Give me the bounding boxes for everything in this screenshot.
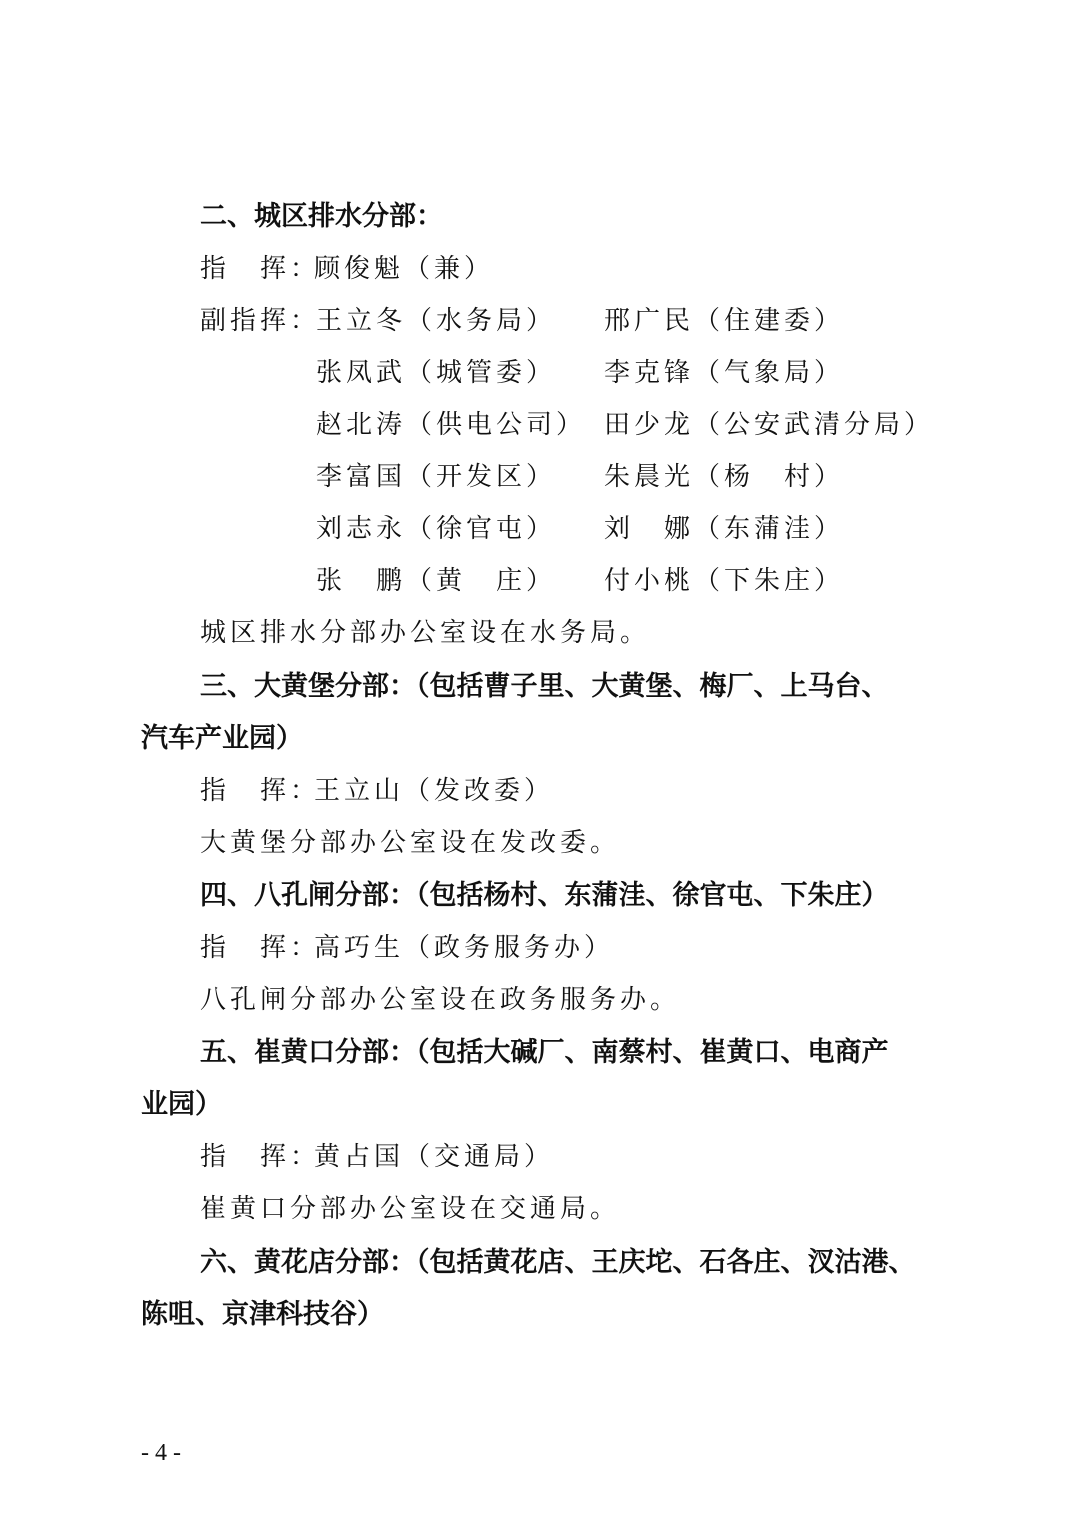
section-2-heading: 二、城区排水分部： bbox=[200, 201, 443, 232]
deputy-row bbox=[0, 561, 1074, 601]
deputy-row bbox=[200, 301, 980, 341]
section-4-heading: 四、八孔闸分部：（包括杨村、东蒲洼、徐官屯、下朱庄） bbox=[200, 880, 889, 911]
deputy-name: 朱晨光（杨 村） bbox=[604, 462, 845, 492]
deputy-name: 王立冬（水务局） bbox=[316, 306, 557, 336]
deputy-name: 李富国（开发区） bbox=[316, 462, 557, 492]
commander-name: 高巧生（政务服务办） bbox=[314, 933, 615, 963]
section-4-commander-row bbox=[200, 928, 614, 968]
section-3-heading-line2: 汽车产业园） bbox=[141, 723, 303, 754]
deputy-name: 付小桃（下朱庄） bbox=[604, 566, 845, 596]
deputy-name: 邢广民（住建委） bbox=[604, 306, 845, 336]
commander-label: 指 挥： bbox=[200, 1142, 321, 1172]
commander-label: 指 挥： bbox=[200, 933, 321, 963]
deputy-name: 田少龙（公安武清分局） bbox=[604, 410, 935, 440]
section-6-heading-line2: 陈咀、京津科技谷） bbox=[141, 1299, 384, 1330]
section-3-office: 大黄堡分部办公室设在发改委。 bbox=[200, 828, 621, 858]
deputy-name: 刘 娜（东蒲洼） bbox=[604, 514, 845, 544]
deputy-row bbox=[0, 353, 1074, 393]
deputy-row bbox=[0, 457, 1074, 497]
deputy-label: 副指挥： bbox=[200, 306, 321, 336]
section-5-heading-line1: 五、崔黄口分部：（包括大碱厂、南蔡村、崔黄口、电商产 bbox=[200, 1037, 889, 1068]
section-5-commander-row bbox=[200, 1137, 554, 1177]
section-5-heading-line2: 业园） bbox=[141, 1089, 222, 1120]
commander-name: 黄占国（交通局） bbox=[314, 1142, 555, 1172]
deputy-name: 李克锋（气象局） bbox=[604, 358, 845, 388]
deputy-name: 张凤武（城管委） bbox=[316, 358, 557, 388]
section-6-heading-line1: 六、黄花店分部：（包括黄花店、王庆坨、石各庄、汊沽港、 bbox=[200, 1247, 916, 1278]
section-3-commander-row bbox=[200, 771, 554, 811]
section-4-office: 八孔闸分部办公室设在政务服务办。 bbox=[200, 985, 681, 1015]
section-2-office: 城区排水分部办公室设在水务局。 bbox=[200, 618, 651, 648]
deputy-row bbox=[0, 405, 1074, 445]
deputy-name: 张 鹏（黄 庄） bbox=[316, 566, 557, 596]
section-2-commander-row bbox=[200, 249, 494, 289]
deputy-name: 刘志永（徐官屯） bbox=[316, 514, 557, 544]
deputy-name: 赵北涛（供电公司） bbox=[316, 410, 587, 440]
page-number: - 4 - bbox=[141, 1440, 181, 1466]
deputy-row bbox=[0, 509, 1074, 549]
commander-name: 王立山（发改委） bbox=[314, 776, 555, 806]
commander-label: 指 挥： bbox=[200, 776, 321, 806]
section-3-heading-line1: 三、大黄堡分部：（包括曹子里、大黄堡、梅厂、上马台、 bbox=[200, 671, 889, 702]
commander-label: 指 挥： bbox=[200, 254, 321, 284]
section-5-office: 崔黄口分部办公室设在交通局。 bbox=[200, 1194, 621, 1224]
commander-name: 顾俊魁（兼） bbox=[314, 254, 495, 284]
